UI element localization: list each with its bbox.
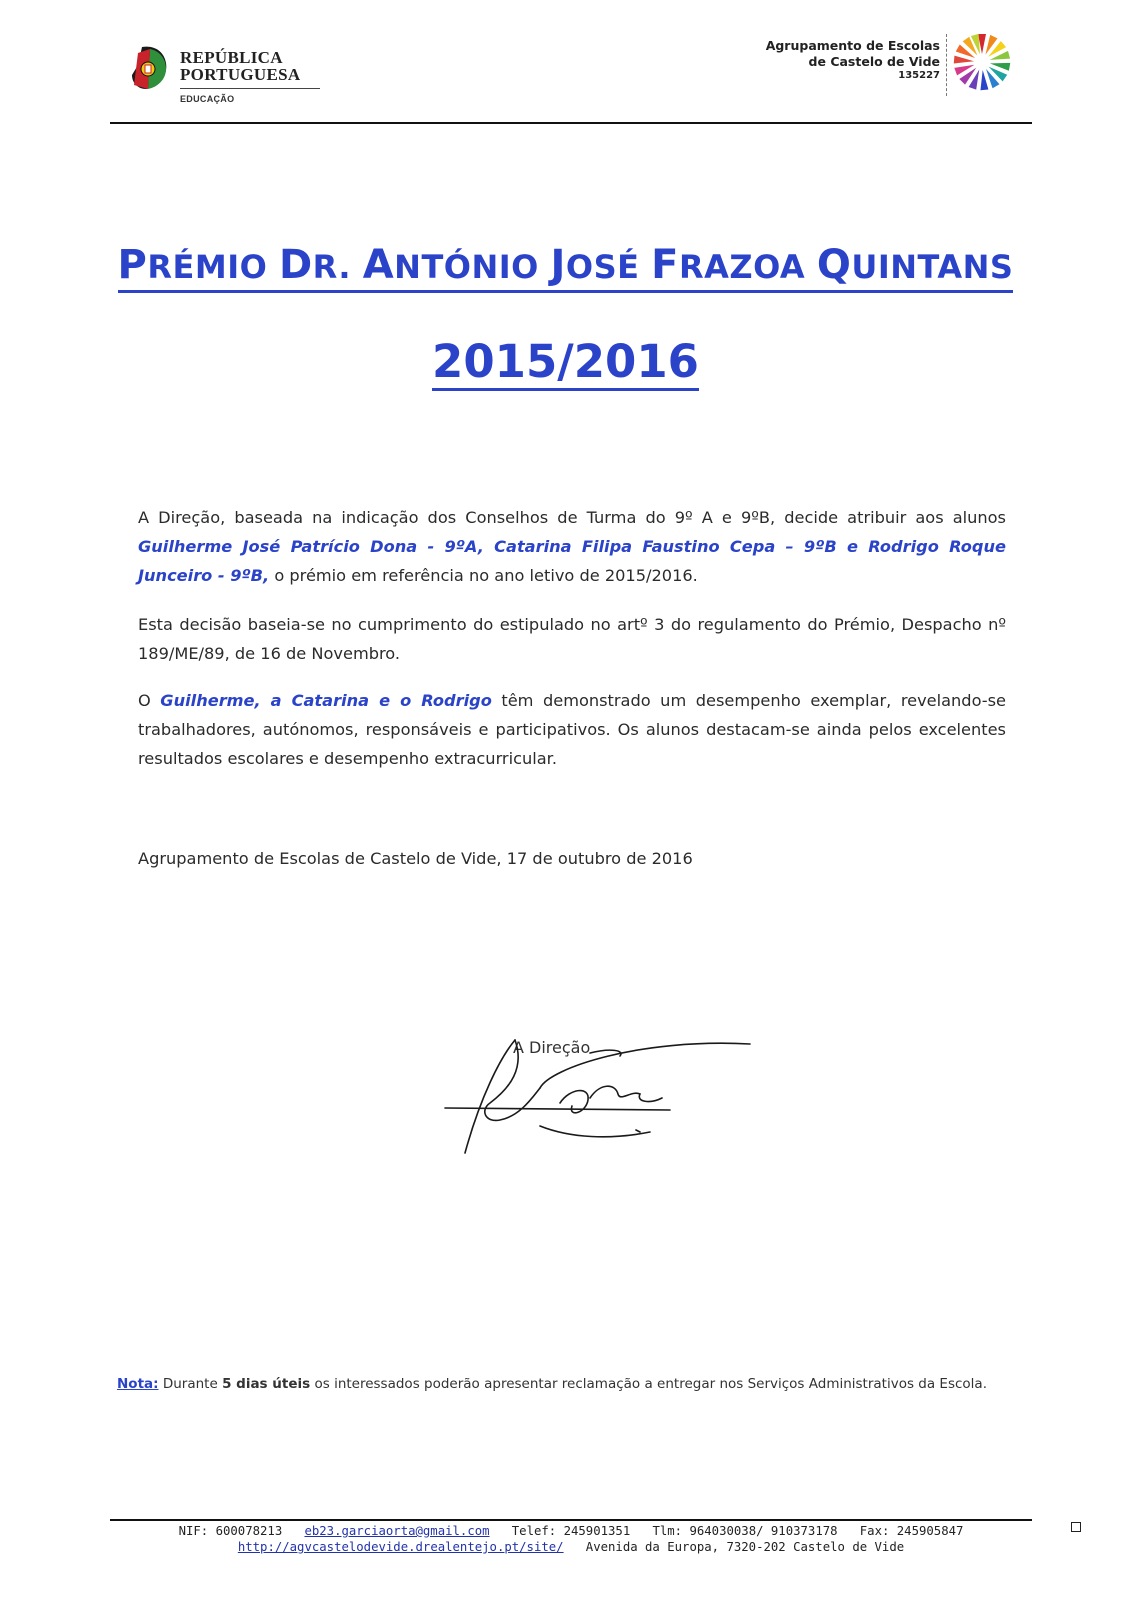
title-cap: F — [651, 242, 679, 288]
note-text-b: os interessados poderão apresentar reclamação a entregar nos Serviços Administrativos da Escola. — [310, 1376, 987, 1392]
p3-text-a: O — [138, 691, 161, 710]
gov-line-2: PORTUGUESA — [180, 65, 301, 84]
title-cap: D — [278, 242, 313, 288]
p3-text-b: têm demonstrado um desempenho exemplar, revelando-se trabalhadores, autónomos, responsáveis e participativos. Os alunos destacam-se ainda pelos excelentes resultados escolares e desempenho extracurricular. — [138, 691, 1007, 768]
footer-street-address: Avenida da Europa, 7320-202 Castelo de Vide — [585, 1540, 905, 1554]
gov-line-1: REPÚBLICA — [180, 48, 283, 67]
note-label: Nota: — [117, 1376, 159, 1392]
p1-text-a: A Direção, baseada na indicação dos Conselhos de Turma do 9º A e 9ºB, decide atribuir aos alunos — [138, 508, 1006, 527]
title-cap: A — [362, 242, 395, 288]
footer-fax: Fax: 245905847 — [859, 1524, 964, 1538]
p1-student-names: Guilherme José Patrício Dona - 9ºA, Catarina Filipa Faustino Cepa – 9ºB e Rodrigo Roque Junceiro - 9ºB, — [138, 537, 1006, 585]
award-title — [0, 242, 1131, 288]
school-emblem-icon — [950, 30, 1014, 94]
note-deadline: 5 dias úteis — [222, 1376, 311, 1392]
school-line-1: Agrupamento de Escolas — [765, 38, 940, 53]
p3-student-names: Guilherme, a Catarina e o Rodrigo — [160, 691, 492, 710]
gov-divider — [180, 88, 320, 89]
signature-label: A Direção — [513, 1038, 591, 1057]
award-title-text — [118, 242, 1014, 293]
school-code: 135227 — [898, 70, 940, 81]
header-divider — [110, 122, 1032, 124]
note — [117, 1376, 987, 1392]
paragraph-decision — [138, 503, 1006, 590]
title-cap: P — [117, 242, 148, 288]
award-year — [0, 335, 1131, 388]
handwritten-signature — [440, 1028, 770, 1158]
paragraph-basis: Esta decisão baseia-se no cumprimento do estipulado no artº 3 do regulamento do Prémio, Despacho nº 189/ME/89, de 16 de Novembro. — [138, 615, 1006, 663]
footer-website-link[interactable]: http://agvcastelodevide.drealentejo.pt/site/ — [237, 1540, 564, 1554]
footer-nif: NIF: 600078213 — [178, 1524, 283, 1538]
footer-mobile: Tlm: 964030038/ 910373178 — [652, 1524, 838, 1538]
footer-address — [110, 1540, 1032, 1554]
award-year-text: 2015/2016 — [432, 335, 699, 391]
school-line-2: de Castelo de Vide — [808, 54, 940, 69]
title-small: UINTANS — [851, 248, 1014, 286]
title-small: OSÉ — [565, 248, 652, 286]
gov-ministry: EDUCAÇÃO — [180, 94, 235, 104]
footer-divider — [110, 1519, 1032, 1521]
title-small: RÉMIO — [147, 248, 279, 286]
place-and-date: Agrupamento de Escolas de Castelo de Vide, 17 de outubro de 2016 — [138, 849, 693, 868]
title-cap: Q — [816, 242, 852, 288]
p1-text-b: o prémio em referência no ano letivo de 2015/2016. — [269, 566, 698, 585]
school-divider — [946, 34, 948, 96]
title-small: NTÓNIO — [394, 248, 551, 286]
footer-contacts — [110, 1524, 1032, 1538]
title-cap: J — [550, 242, 566, 288]
footer-phone: Telef: 245901351 — [511, 1524, 631, 1538]
government-name — [180, 49, 300, 83]
paragraph-praise — [138, 686, 1006, 773]
note-text-a: Durante — [158, 1376, 223, 1392]
title-small: RAZOA — [678, 248, 817, 286]
school-name-block — [700, 38, 940, 82]
title-small: R. — [312, 248, 363, 286]
corner-square-icon — [1071, 1522, 1081, 1532]
footer-email-link[interactable]: eb23.garciaorta@gmail.com — [304, 1524, 490, 1538]
portuguese-flag-icon — [128, 45, 170, 91]
